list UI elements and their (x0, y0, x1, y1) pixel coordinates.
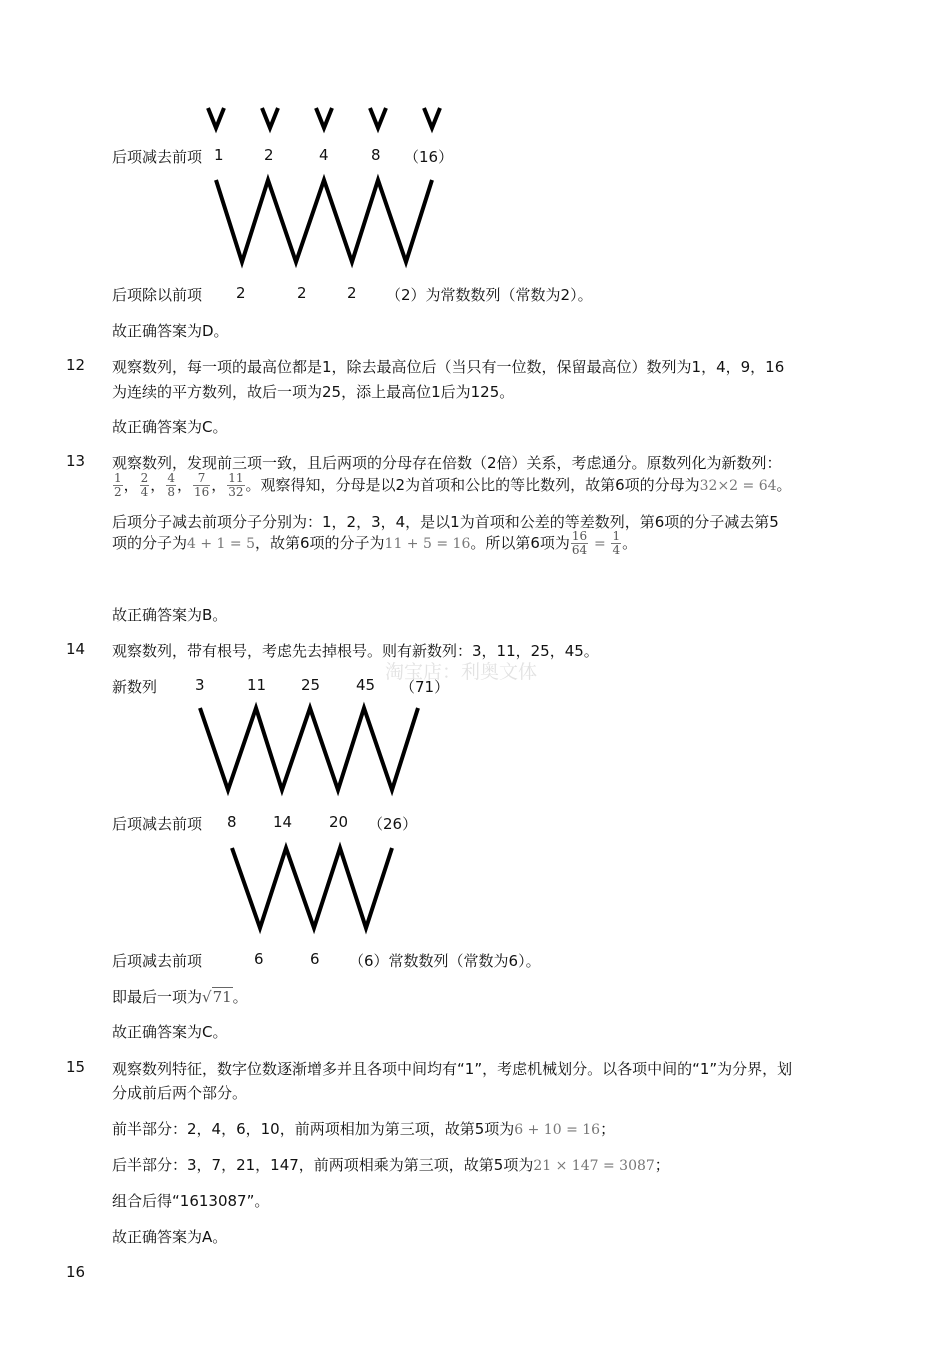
fraction: $\frac{4}{8}$ (167, 471, 175, 499)
question-number-12: 12 (66, 356, 86, 374)
seq-value: 11 (247, 676, 267, 694)
diff1-value: 20 (329, 813, 349, 831)
diff1-value: 8 (227, 813, 237, 831)
fraction: $\frac{1}{2}$ (114, 471, 122, 499)
ratio-value: 2 (297, 284, 307, 302)
watermark: 淘宝店：利奥文体 (385, 661, 538, 683)
math-expression: 4 + 1 = 5 (187, 536, 255, 552)
diff2-value: 6 (310, 950, 320, 968)
diff-value: 2 (264, 146, 274, 164)
sqrt-expression: √71 (202, 988, 232, 1006)
ratio-row-label: 后项除以前项 (112, 286, 203, 304)
q13-fraction-line: $\frac{1}{2}$ ， $\frac{2}{4}$ ， $\frac{4}{8}$ ， $\frac{7}{16}$ ， $\frac{11}{32}$ 。观察得知，分母是以2为首项和公比的等比数列，故第6项的分母为32×2 = 64。 (114, 471, 792, 499)
q12-text-line: 观察数列，每一项的最高位都是1，除去最高位后（当只有一位数，保留最高位）数列为1，4，9，16 (112, 358, 785, 376)
question-number-15: 15 (66, 1058, 86, 1076)
diff2-label: 后项减去前项 (112, 952, 203, 970)
final-fraction: $\frac{1}{4}$ (612, 529, 621, 557)
result-fraction: $\frac{16}{64}$ (571, 529, 588, 557)
q14-text-line: 观察数列，带有根号，考虑先去掉根号。则有新数列：3，11，25，45。 (112, 642, 599, 660)
q15-text-line: 观察数列特征，数字位数逐渐增多并且各项中间均有“1”，考虑机械划分。以各项中间的“1”为分界，划 (112, 1060, 793, 1078)
seq-value: 3 (195, 676, 205, 694)
q12-text-line: 为连续的平方数列，故后一项为25，添上最高位1后为125。 (112, 383, 515, 401)
math-expression: 6 + 10 = 16 (514, 1122, 601, 1138)
question-number-14: 14 (66, 640, 86, 658)
new-seq-label: 新数列 (112, 678, 158, 696)
q13-result-line: 项的分子为4 + 1 = 5，故第6项的分子为11 + 5 = 16。所以第6项为 $\frac{16}{64}$ = $\frac{1}{4}$ 。 (112, 529, 638, 557)
q14-final-line: 即最后一项为√71。 (112, 988, 248, 1006)
diff-value: 8 (371, 146, 381, 164)
answer-12: 故正确答案为C。 (112, 418, 228, 436)
diff2-value: 6 (254, 950, 264, 968)
answer-11: 故正确答案为D。 (112, 322, 229, 340)
q15-back-line: 后半部分：3，7，21，147，前两项相乘为第三项，故第5项为21 × 147 = 3087； (112, 1156, 670, 1174)
seq-value: 25 (301, 676, 321, 694)
ratio-value: 2 (236, 284, 246, 302)
diff-value: （16） (404, 148, 454, 166)
fraction: $\frac{11}{32}$ (228, 471, 244, 499)
answer-13: 故正确答案为B。 (112, 606, 228, 624)
math-expression: 11 + 5 = 16 (384, 536, 471, 552)
q15-text-line: 分成前后两个部分。 (112, 1084, 248, 1102)
q13-text-line: 后项分子减去前项分子分别为：1，2，3，4，是以1为首项和公差的等差数列，第6项的分子减去第5 (112, 513, 779, 531)
diff1-label: 后项减去前项 (112, 815, 203, 833)
answer-14: 故正确答案为C。 (112, 1023, 228, 1041)
ratio-value: （2）为常数数列（常数为2）。 (386, 286, 593, 304)
ratio-value: 2 (347, 284, 357, 302)
math-expression: 21 × 147 = 3087 (533, 1158, 655, 1174)
q13-text-line: 观察数列，发现前三项一致，且后两项的分母存在倍数（2倍）关系，考虑通分。原数列化为新数列： (112, 454, 782, 472)
fraction: $\frac{7}{16}$ (193, 471, 210, 499)
q15-front-line: 前半部分：2，4，6，10，前两项相加为第三项，故第5项为6 + 10 = 16； (112, 1120, 616, 1138)
diff-value: 1 (214, 146, 224, 164)
diff1-value: （26） (368, 815, 418, 833)
diff-row-label: 后项减去前项 (112, 148, 203, 166)
diff2-value: （6）常数数列（常数为6）。 (349, 952, 541, 970)
question-number-13: 13 (66, 452, 86, 470)
fraction: $\frac{2}{4}$ (140, 471, 149, 499)
diff-value: 4 (319, 146, 329, 164)
answer-15: 故正确答案为A。 (112, 1228, 228, 1246)
seq-value: 45 (356, 676, 376, 694)
seq-value: （71） (400, 678, 450, 696)
question-number-16: 16 (66, 1263, 86, 1281)
diff1-value: 14 (273, 813, 293, 831)
math-expression: 32×2 = 64 (699, 478, 777, 494)
q15-combine-line: 组合后得“1613087”。 (112, 1192, 270, 1210)
